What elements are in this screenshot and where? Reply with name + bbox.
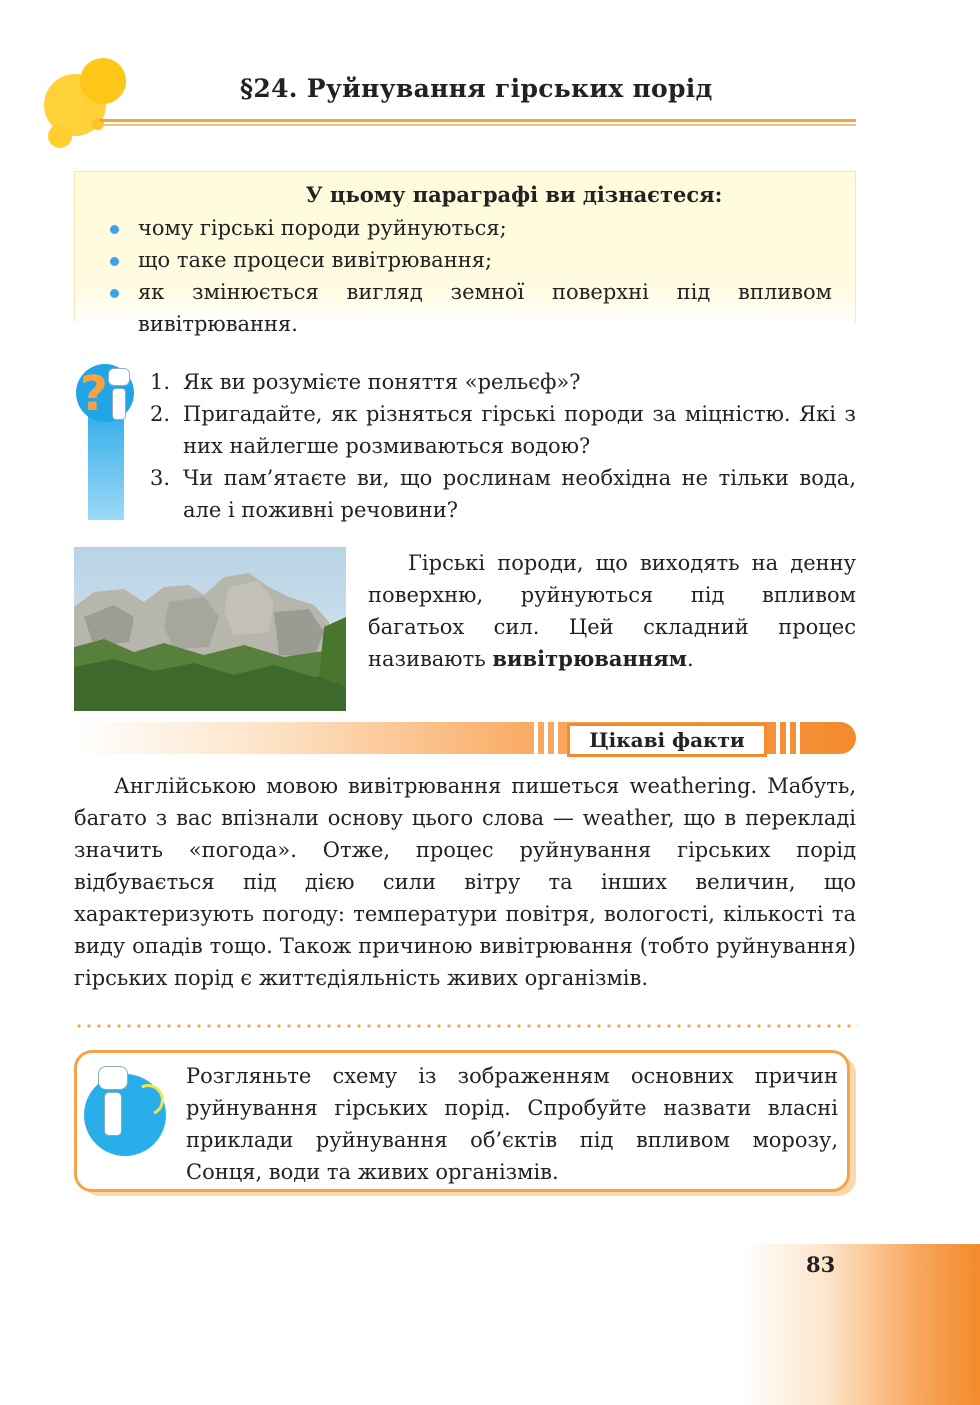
learn-item: чому гірські породи руйнуються; xyxy=(108,212,832,244)
page-number: 83 xyxy=(806,1252,836,1277)
decor-circle xyxy=(48,124,72,148)
weathered-rocks-photo xyxy=(74,547,346,711)
question-mark-icon: ? xyxy=(80,366,108,422)
question-item: 2. Пригадайте, як різняться гірські породи за міцністю. Які з них найлегше розмиваються водою? xyxy=(150,402,856,458)
task-text: Розгляньте схему із зображенням основних причин руйнування гірських порід. Спробуйте назвати власні приклади руйнування об’єктів під впливом морозу, Сонця, води та живих організмів. xyxy=(186,1064,838,1184)
facts-label: Цікаві факти xyxy=(567,723,767,757)
intro-paragraph: Гірські породи, що виходять на денну поверхню, руйнуються під впливом багатьох сил. Цей складний процес називають вивітрюванням. xyxy=(368,551,856,671)
header-divider xyxy=(100,124,856,126)
page-title: §24. Руйнування гірських порід xyxy=(240,74,713,103)
robot-icon xyxy=(108,368,130,386)
facts-paragraph: Англійською мовою вивітрювання пишеться weathering. Мабуть, багато з вас впізнали основу цього слова — weather, що в перекладі значить «погода». Отже, процес руйнування гірських порід відбувається під дією сили вітру та інших величин, що характеризують погоду: температури повітря, вологості, кількості та виду опадів тощо. Також причиною вивітрювання (тобто руйнування) гірських порід є життєдіяльність живих організмів. xyxy=(74,774,856,990)
learn-heading: У цьому параграфі ви дізнаєтеся: xyxy=(305,182,723,207)
robot-icon xyxy=(98,1066,128,1090)
learn-list xyxy=(108,212,832,340)
banner-stripes xyxy=(770,722,810,754)
robot-icon xyxy=(104,1092,122,1136)
question-item: 1. Як ви розумієте поняття «рельєф»? xyxy=(150,370,581,394)
key-term: вивітрюванням xyxy=(492,646,687,671)
review-questions xyxy=(150,366,856,526)
decor-circle xyxy=(80,58,126,104)
dotted-divider xyxy=(74,1024,858,1028)
learn-item: що таке процеси вивітрювання; xyxy=(108,244,832,276)
robot-icon xyxy=(112,388,126,420)
page-corner xyxy=(742,1244,980,1405)
header-divider xyxy=(100,119,856,122)
question-item: 3. Чи пам’ятаєте ви, що рослинам необхідна не тільки вода, але і поживні речовини? xyxy=(150,466,856,522)
learn-item: як змінюється вигляд земної поверхні під впливом вивітрювання. xyxy=(108,276,832,340)
banner-stripes xyxy=(530,722,570,754)
